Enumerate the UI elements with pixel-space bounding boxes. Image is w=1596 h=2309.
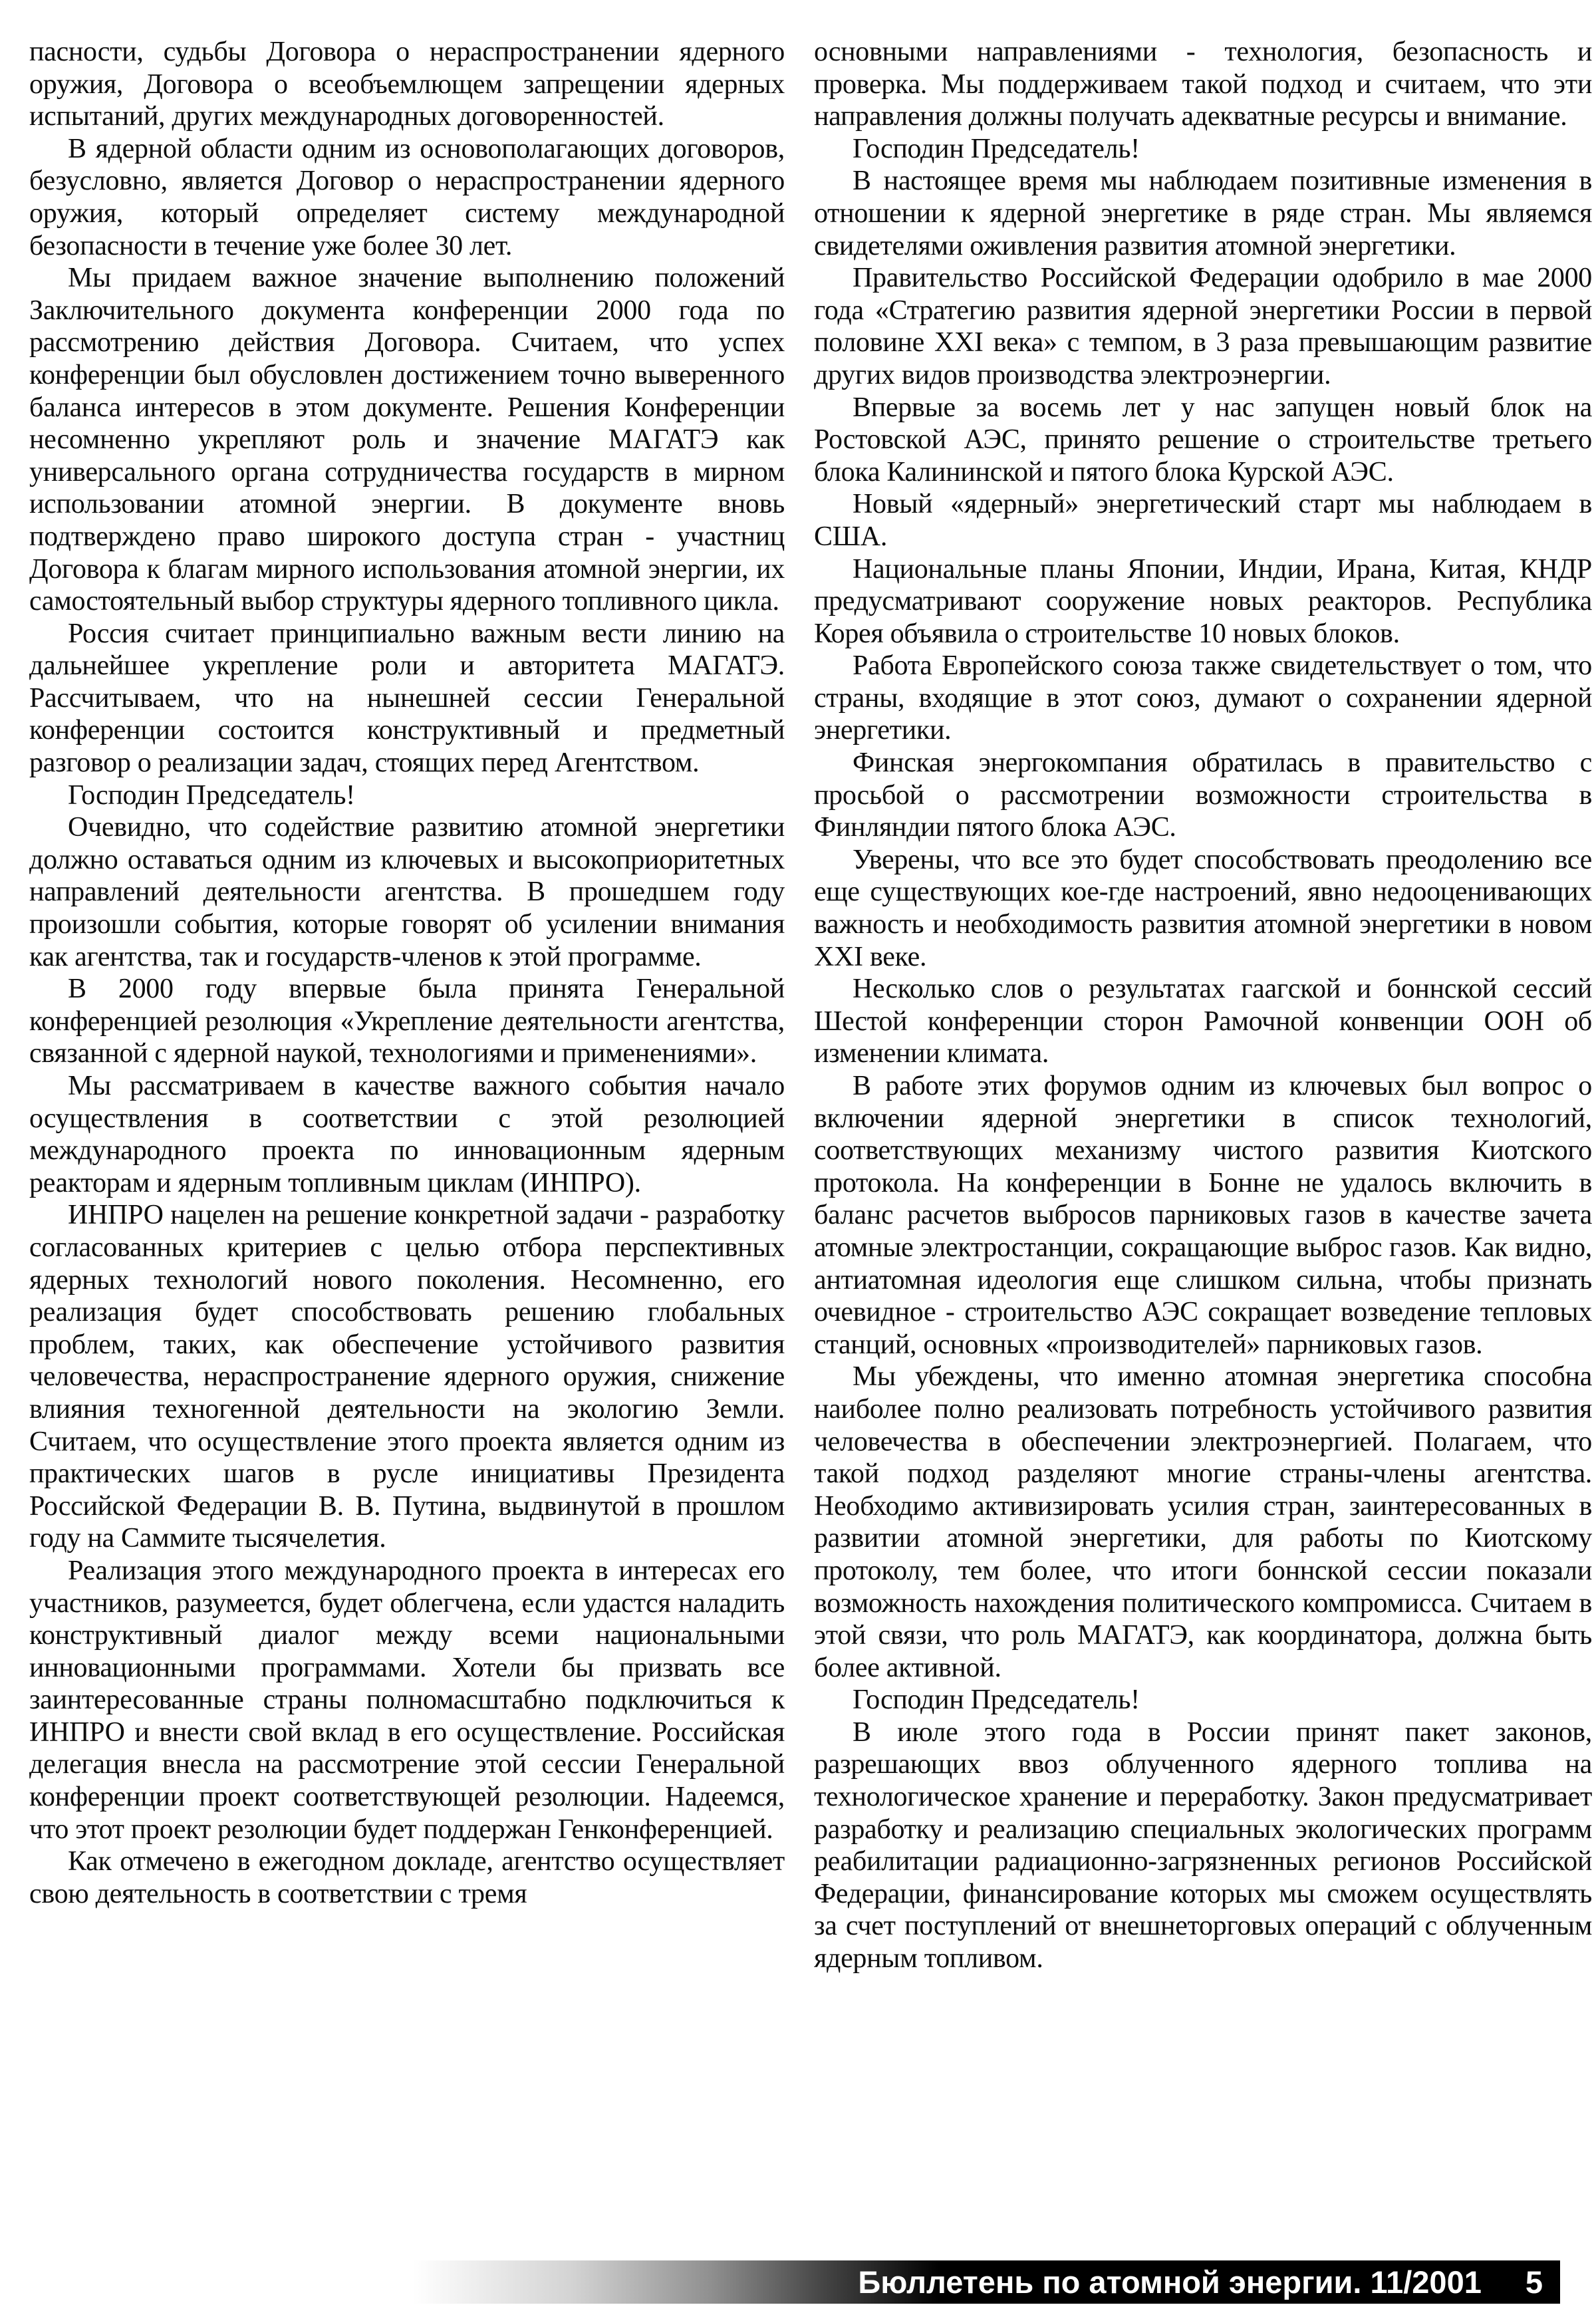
paragraph: пасности, судьбы Договора о нераспространении ядерного оружия, Договора о всеобъемлющем запрещении ядерных испытаний, других международных договоренностей.: [29, 37, 785, 132]
paragraph: В июле этого года в России принят пакет законов, разрешающих ввоз облученного ядерного топлива на технологическое хранение и переработку. Закон предусматривает разработку и реализацию специальных экологических программ реабилитации радиационно-загрязненных регионов Российской Федерации, финансирование которых мы сможем осуществлять за счет поступлений от внешнеторговых операций с облученным ядерным топливом.: [814, 1716, 1592, 1974]
journal-title: Бюллетень по атомной энергии. 11/2001: [858, 2264, 1482, 2300]
paragraph: В 2000 году впервые была принята Генеральной конференцией резолюция «Укрепление деятельности агентства, связанной с ядерной наукой, технологиями и применениями».: [29, 974, 785, 1069]
paragraph: ИНПРО нацелен на решение конкретной задачи - разработку согласованных критериев с целью отбора перспективных ядерных технологий нового поколения. Несомненно, его реализация будет способствовать решению глобальных проблем, таких, как обеспечение устойчивого развития человечества, нераспространение ядерного оружия, снижение влияния техногенной деятельности на экологию Земли. Считаем, что осуществление этого проекта является одним из практических шагов в русле инициативы Президента Российской Федерации В. В. Путина, выдвинутой в прошлом году на Саммите тысячелетия.: [29, 1200, 785, 1554]
right-column: [814, 36, 1592, 1975]
paragraph: Уверены, что все это будет способствовать преодолению все еще существующих кое-где настроений, явно недооценивающих важность и необходимость развития атомной энергетики в новом XXI веке.: [814, 844, 1592, 972]
paragraph: Национальные планы Японии, Индии, Ирана, Китая, КНДР предусматривают сооружение новых реакторов. Республика Корея объявила о строительстве 10 новых блоков.: [814, 553, 1592, 649]
paragraph: Господин Председатель!: [853, 1685, 1140, 1716]
paragraph: Финская энергокомпания обратилась в правительство с просьбой о рассмотрении возможности строительства в Финляндии пятого блока АЭС.: [814, 747, 1592, 843]
paragraph: Правительство Российской Федерации одобрило в мае 2000 года «Стратегию развития ядерной энергетики России в первой половине XXI века» с темпом, в 3 раза превышающим развитие других видов производства электроэнергии.: [814, 263, 1592, 390]
paragraph: В работе этих форумов одним из ключевых был вопрос о включении ядерной энергетики в список технологий, соответствующих механизму чистого развития Киотского протокола. На конференции в Бонне не удалось включить в баланс расчетов выбросов парниковых газов в качестве зачета атомные электростанции, сокращающие выброс газов. Как видно, антиатомная идеология еще слишком сильна, чтобы признать очевидное - строительство АЭС сокращает возведение тепловых станций, основных «производителей» парниковых газов.: [814, 1071, 1592, 1360]
paragraph: В ядерной области одним из основополагающих договоров, безусловно, является Договор о нераспространении ядерного оружия, который определяет систему международной безопасности в течение уже более 30 лет.: [29, 133, 785, 261]
footer-bar: [412, 2260, 1560, 2304]
paragraph: Впервые за восемь лет у нас запущен новый блок на Ростовской АЭС, принято решение о строительстве третьего блока Калининской и пятого блока Курской АЭС.: [814, 392, 1592, 487]
paragraph: Мы убеждены, что именно атомная энергетика способна наиболее полно реализовать потребность устойчивого развития человечества в обеспечении электроэнергией. Полагаем, что такой подход разделяют многие страны-члены агентства. Необходимо активизировать усилия стран, заинтересованных в развитии атомной энергетики, для работы по Киотскому протоколу, тем более, что итоги боннской сессии показали возможность нахождения политического компромисса. Считаем в этой связи, что роль МАГАТЭ, как координатора, должна быть более активной.: [814, 1361, 1592, 1683]
paragraph: Реализация этого международного проекта в интересах его участников, разумеется, будет облегчена, если удастся наладить конструктивный диалог между всеми национальными инновационными программами. Хотели бы призвать все заинтересованные страны полномасштабно подключиться к ИНПРО и внести свой вклад в его осуществление. Российская делегация внесла на рассмотрение этой сессии Генеральной конференции проект соответствующей резолюции. Надеемся, что этот проект резолюции будет поддержан Генконференцией.: [29, 1555, 785, 1845]
page-number: 5: [1525, 2264, 1543, 2300]
paragraph: В настоящее время мы наблюдаем позитивные изменения в отношении к ядерной энергетике в ряде стран. Мы являемся свидетелями оживления развития атомной энергетики.: [814, 166, 1592, 261]
paragraph: Мы придаем важное значение выполнению положений Заключительного документа конференции 2000 года по рассмотрению действия Договора. Считаем, что успех конференции был обусловлен достижением точно выверенного баланса интересов в этом документе. Решения Конференции несомненно укрепляют роль и значение МАГАТЭ как универсального органа сотрудничества государств в мирном использовании атомной энергии. В документе вновь подтверждено право широкого доступа стран - участниц Договора к благам мирного использования атомной энергии, их самостоятельный выбор структуры ядерного топливного цикла.: [29, 263, 785, 617]
paragraph: Несколько слов о результатах гаагской и боннской сессий Шестой конференции сторон Рамочной конвенции ООН об изменении климата.: [814, 974, 1592, 1069]
paragraph: Россия считает принципиально важным вести линию на дальнейшее укрепление роли и авторитета МАГАТЭ. Рассчитываем, что на нынешней сессии Генеральной конференции состоится конструктивный и предметный разговор о реализации задач, стоящих перед Агентством.: [29, 618, 785, 779]
paragraph: Новый «ядерный» энергетический старт мы наблюдаем в США.: [814, 489, 1592, 552]
paragraph: Мы рассматриваем в качестве важного события начало осуществления в соответствии с этой резолюцией международного проекта по инновационным ядерным реакторам и ядерным топливным циклам (ИНПРО).: [29, 1071, 785, 1198]
paragraph: Очевидно, что содействие развитию атомной энергетики должно оставаться одним из ключевых и высокоприоритетных направлений деятельности агентства. В прошедшем году произошли события, которые говорят об усилении внимания как агентства, так и государств-членов к этой программе.: [29, 812, 785, 972]
left-column: [29, 36, 785, 1910]
paragraph: Как отмечено в ежегодном докладе, агентство осуществляет свою деятельность в соответствии с тремя: [29, 1846, 785, 1909]
paragraph: основными направлениями - технология, безопасность и проверка. Мы поддерживаем такой подход и считаем, что эти направления должны получать адекватные ресурсы и внимание.: [814, 37, 1592, 132]
paragraph: Господин Председатель!: [68, 779, 355, 811]
paragraph: Работа Европейского союза также свидетельствует о том, что страны, входящие в этот союз, думают о сохранении ядерной энергетики.: [814, 650, 1592, 746]
paragraph: Господин Председатель!: [853, 133, 1140, 164]
